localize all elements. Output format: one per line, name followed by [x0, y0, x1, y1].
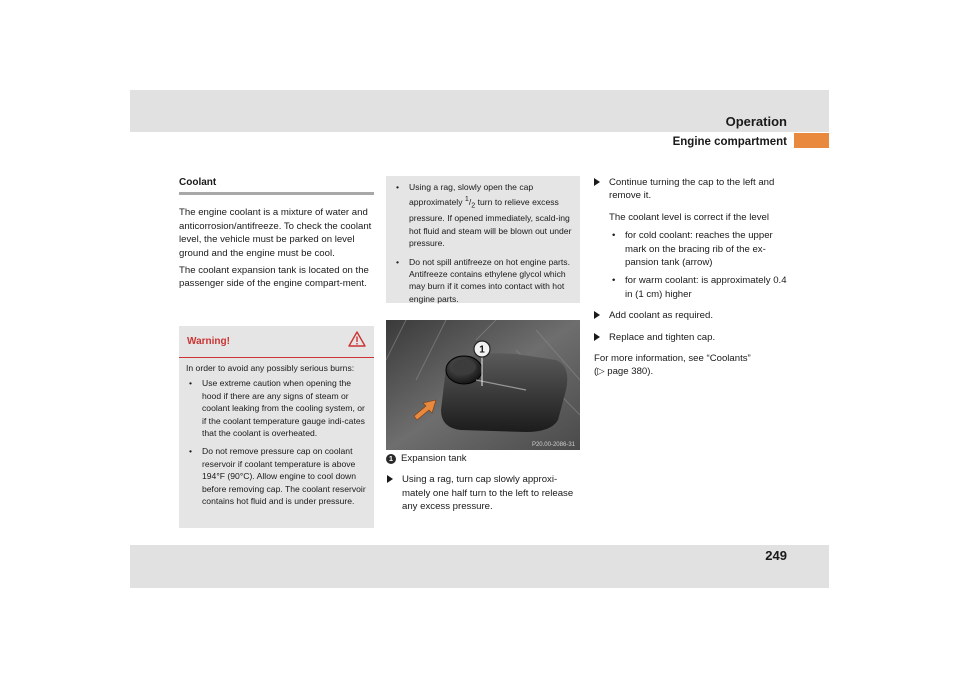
callout-number: 1 — [479, 344, 485, 356]
fraction-numerator: 1 — [464, 195, 469, 204]
coolant-paragraph-1: The engine coolant is a mixture of water and anticorrosion/antifreeze. To check the coolant level, the vehicle must be parked on level ground and the engine must be cool. — [179, 207, 372, 259]
step-detail — [593, 211, 793, 301]
caution-bullets — [393, 181, 573, 305]
page-number: 249 — [765, 548, 787, 563]
instruction-step — [386, 473, 580, 513]
caution-note-box — [386, 176, 580, 303]
warning-bullets — [186, 377, 367, 507]
callout-marker — [474, 341, 490, 357]
instruction-step — [593, 331, 793, 344]
footer-band — [130, 545, 829, 588]
step-arrow-icon — [387, 475, 393, 483]
figure-caption — [386, 452, 580, 465]
caption-text: Expansion tank — [401, 453, 467, 464]
step-arrow-icon — [594, 333, 600, 341]
coolant-level-bullets — [609, 229, 793, 301]
more-info-line: For more information, see “Coolants” — [594, 353, 751, 365]
caution-bullet: • Do not spill antifreeze on hot engine parts. Antifreeze contains ethylene glycol which may burn if it comes into contact with hot engine parts. — [393, 256, 573, 306]
instruction-step — [593, 309, 793, 322]
warning-body — [179, 358, 374, 507]
instruction-step — [593, 176, 793, 203]
step-arrow-icon — [594, 311, 600, 319]
step-text: Using a rag, turn cap slowly approxi-mately one half turn to the left to release any excess pressure. — [402, 474, 574, 513]
step-arrow-icon — [594, 178, 600, 186]
more-info-page-link[interactable]: (▷ page 380). — [594, 366, 654, 378]
expansion-tank-photo — [386, 320, 580, 450]
caution-note-body — [386, 176, 580, 305]
warning-header — [179, 326, 374, 358]
coolant-paragraph-2: The coolant expansion tank is located on the passenger side of the engine compart-ment. — [179, 265, 369, 290]
step-text: Add coolant as required. — [609, 310, 713, 322]
coolant-level-note: The coolant level is correct if the level — [609, 211, 769, 223]
column-1 — [179, 176, 374, 295]
warning-title: Warning! — [187, 336, 230, 347]
warning-triangle-icon — [348, 331, 366, 352]
section-tab-marker — [794, 133, 829, 148]
fraction-denominator: 2 — [471, 201, 476, 210]
step-text: Replace and tighten cap. — [609, 331, 716, 343]
warning-intro: In order to avoid any possibly serious burns: — [186, 363, 355, 373]
header-band — [130, 90, 829, 132]
coolant-level-bullet: • for cold coolant: reaches the upper mark on the bracing rib of the ex-pansion tank (arrow) — [609, 229, 793, 269]
caption-number: 1 — [386, 454, 396, 464]
warning-box — [179, 326, 374, 528]
caution-bullet-text: Using a rag, slowly open the cap approximately — [409, 182, 534, 208]
warning-bullet: • Use extreme caution when opening the hood if there are any signs of steam or coolant leaking from the cooling system, or if the coolant temperature gauge indi-cates that the coolant is overheated. — [186, 377, 367, 439]
coolant-level-bullet: • for warm coolant: is approximately 0.4 in (1 cm) higher — [609, 274, 793, 301]
figure-code: P20.00-2086-31 — [531, 442, 575, 448]
subsection-title: Engine compartment — [672, 136, 787, 148]
warning-bullet: • Do not remove pressure cap on coolant reservoir if coolant temperature is above 194°F (90°C). Allow engine to cool down before removing cap. The coolant reservoir contains hot fluid and is under pressure. — [186, 445, 367, 507]
coolant-heading: Coolant — [179, 176, 374, 195]
column-3 — [593, 176, 793, 379]
caution-bullet-text: turn to relieve excess pressure. If opened immediately, scald-ing hot fluid and steam will be blown out under pressure. — [409, 197, 572, 249]
section-title: Operation — [725, 114, 787, 129]
column-2-lower — [386, 452, 580, 522]
step-text: Continue turning the cap to the left and remove it. — [609, 177, 775, 202]
more-info-reference[interactable] — [594, 352, 793, 379]
caution-bullet: • Using a rag, slowly open the cap approximately $^1/_2$ turn to relieve excess pressure. If opened immediately, scald-ing hot fluid and steam will be blown out under pressure. — [393, 181, 573, 250]
